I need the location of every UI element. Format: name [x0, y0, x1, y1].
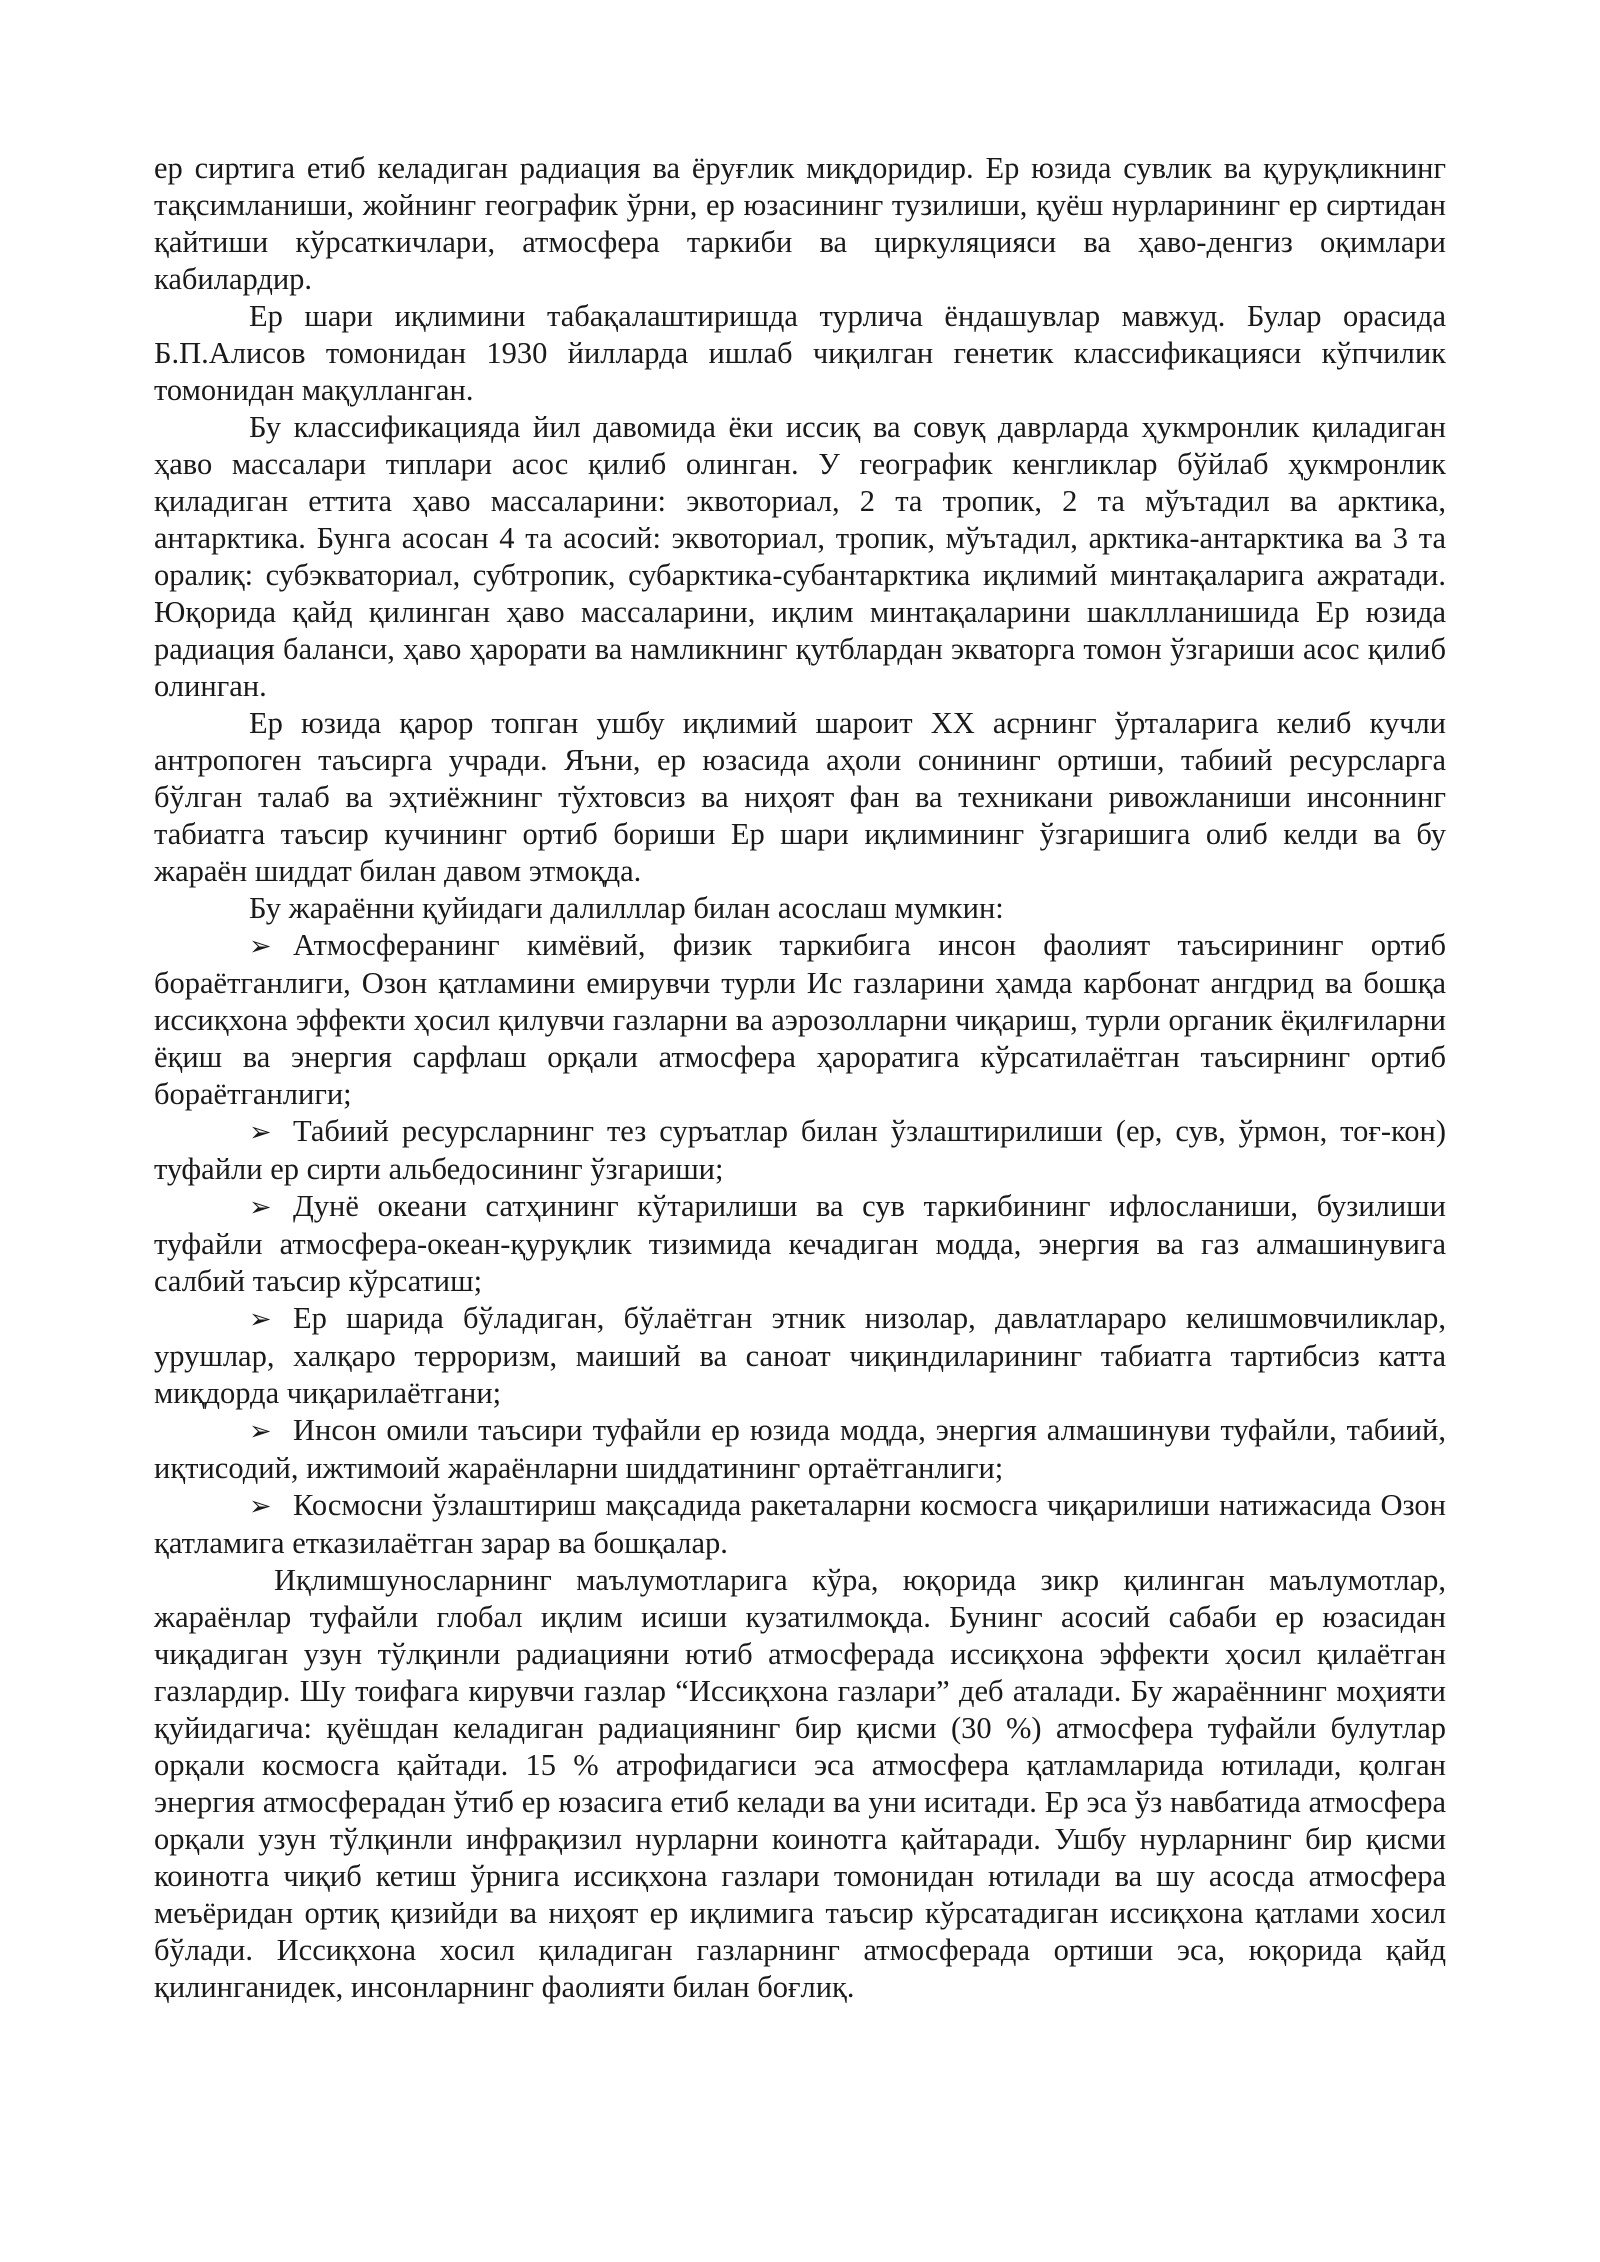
paragraph-classification-approaches: Ер шари иқлимини табақалаштиришда турлича ёндашувлар мавжуд. Булар орасида Б.П.Алисов томонидан 1930 йилларда ишлаб чиқилган генетик классификацияси кўпчилик томонидан мақулланган.	[154, 299, 1446, 407]
arrow-bullet-icon: ➢	[249, 1192, 272, 1222]
arrow-bullet-icon: ➢	[249, 1117, 272, 1147]
document-page	[154, 150, 1446, 2006]
paragraph-anthropogenic-impact: Ер юзида қарор топган ушбу иқлимий шароит XX асрнинг ўрталарига келиб кучли антропоген таъсирга учради. Яъни, ер юзасида аҳоли сонининг ортиши, табиий ресурсларга бўлган талаб ва эҳтиёжнинг тўхтовсиз ва ниҳоят фан ва техникани ривожланиши инсоннинг табиатга таъсир кучининг ортиб бориши Ер шари иқлимининг ўзгаришига олиб келди ва бу жараён шиддат билан давом этмоқда.	[154, 706, 1446, 888]
paragraph-evidence-intro: Бу жараённи қуйидаги далилллар билан асослаш мумкин:	[249, 891, 1004, 925]
list-item-text: Ер шарида бўладиган, бўлаётган этник низолар, давлатлараро келишмовчиликлар, урушлар, халқаро терроризм, маиший ва саноат чиқиндиларининг табиатга тартибсиз катта миқдорда чиқарилаётгани;	[154, 1301, 1446, 1410]
list-item	[154, 1300, 1446, 1412]
paragraph-air-masses: Бу классификацияда йил давомида ёки иссиқ ва совуқ даврларда ҳукмронлик қиладиган ҳаво массалари типлари асос қилиб олинган. У географик кенгликлар бўйлаб ҳукмронлик қиладиган еттита ҳаво массаларини: эквоториал, 2 та тропик, 2 та мўътадил ва арктика, антарктика. Бунга асосан 4 та асосий: эквоториал, тропик, мўътадил, арктика-антарктика ва 3 та оралиқ: субэкваториал, субтропик, субарктика-субантарктика иқлимий минтақаларига ажратади. Юқорида қайд қилинган ҳаво массаларини, иқлим минтақаларини шакллланишида Ер юзида радиация баланси, ҳаво ҳарорати ва намликнинг қутблардан экваторга томон ўзгариши асос қилиб олинган.	[154, 410, 1446, 703]
list-item-text: Атмосферанинг кимёвий, физик таркибига инсон фаолият таъсирининг ортиб бораётганлиги, Озон қатламини емирувчи турли Ис газларини ҳамда карбонат ангдрид ва бошқа иссиқхона эффекти ҳосил қилувчи газларни ва аэрозолларни чиқариш, турли органик ёқилғиларни ёқиш ва энергия сарфлаш орқали атмосфера ҳароратига кўрсатилаётган таъсирнинг ортиб бораётганлиги;	[154, 928, 1446, 1111]
paragraph-intro: ер сиртига етиб келадиган радиация ва ёруғлик миқдоридир. Ер юзида сувлик ва қуруқликнинг тақсимланиши, жойнинг географик ўрни, ер юзасининг тузилиши, қуёш нурларининг ер сиртидан қайтиши кўрсаткичлари, атмосфера таркиби ва циркуляцияси ва ҳаво-денгиз оқимлари кабилардир.	[154, 151, 1446, 296]
list-item	[154, 1188, 1446, 1300]
paragraph-greenhouse-effect: Иқлимшуносларнинг маълумотларига кўра, юқорида зикр қилинган маълумотлар, жараёнлар туфайли глобал иқлим исиши кузатилмоқда. Бунинг асосий сабаби ер юзасидан чиқадиган узун тўлқинли радиацияни ютиб атмосферада иссиқхона эффекти ҳосил қилаётган газлардир. Шу тоифага кирувчи газлар “Иссиқхона газлари” деб аталади. Бу жараённинг моҳияти қуйидагича: қуёшдан келадиган радиациянинг бир қисми (30 %) атмосфера туфайли булутлар орқали космосга қайтади. 15 % атрофидагиси эса атмосфера қатламларида ютилади, қолган энергия атмосферадан ўтиб ер юзасига етиб келади ва уни иситади. Ер эса ўз навбатида атмосфера орқали узун тўлқинли инфрақизил нурларни коинотга қайтаради. Ушбу нурларнинг бир қисми коинотга чиқиб кетиш ўрнига иссиқхона газлари томонидан ютилади ва шу асосда атмосфера меъёридан ортиқ қизийди ва ниҳоят ер иқлимига таъсир кўрсатадиган иссиқхона қатлами хосил бўлади. Иссиқхона хосил қиладиган газларнинг атмосферада ортиши эса, юқорида қайд қилинганидек, инсонларнинг фаолияти билан боғлиқ.	[154, 1563, 1446, 2004]
list-item	[154, 927, 1446, 1113]
list-item	[154, 1487, 1446, 1562]
list-item-text: Дунё океани сатҳининг кўтарилиши ва сув таркибининг ифлосланиши, бузилиши туфайли атмосфера-океан-қуруқлик тизимида кечадиган модда, энергия ва газ алмашинувига салбий таъсир кўрсатиш;	[154, 1189, 1446, 1298]
arrow-bullet-icon: ➢	[249, 1416, 272, 1446]
arrow-bullet-icon: ➢	[249, 1491, 272, 1521]
list-item	[154, 1113, 1446, 1188]
list-item-text: Инсон омили таъсири туфайли ер юзида модда, энергия алмашинуви туфайли, табиий, иқтисодий, ижтимоий жараёнларни шиддатининг ортаётганлиги;	[154, 1413, 1446, 1485]
list-item	[154, 1412, 1446, 1487]
arrow-bullet-icon: ➢	[249, 1304, 272, 1334]
list-item-text: Табиий ресурсларнинг тез суръатлар билан ўзлаштирилиши (ер, сув, ўрмон, тоғ-кон) туфайли ер сирти альбедосининг ўзгариши;	[154, 1114, 1446, 1186]
arrow-bullet-icon: ➢	[249, 931, 272, 961]
list-item-text: Космосни ўзлаштириш мақсадида ракеталарни космосга чиқарилиши натижасида Озон қатламига етказилаётган зарар ва бошқалар.	[154, 1488, 1446, 1560]
